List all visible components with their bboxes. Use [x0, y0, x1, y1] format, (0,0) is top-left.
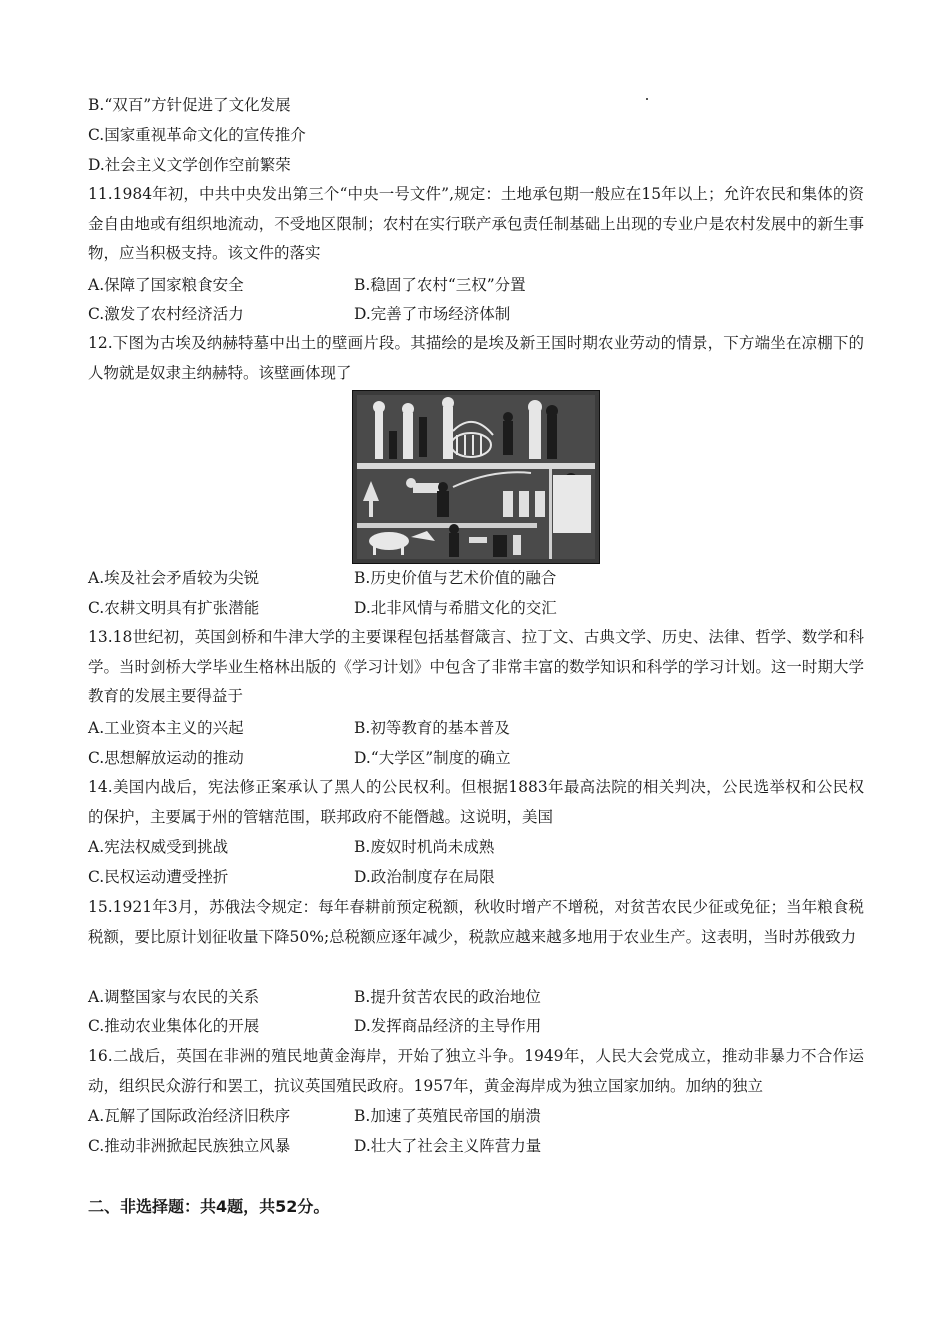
q12-option-b: B.历史价值与艺术价值的融合 — [354, 569, 557, 587]
q15-options-row2 — [88, 1015, 864, 1037]
q13-stem: 13.18世纪初，英国剑桥和牛津大学的主要课程包括基督箴言、拉丁文、古典文学、历史、法律、哲学、数学和科学。当时剑桥大学毕业生格林出版的《学习计划》中包含了非常丰富的数学知识和科学的学习计划。这一时期大学教育的发展主要得益于 — [88, 628, 864, 705]
q14-option-b: B.废奴时机尚未成熟 — [354, 838, 495, 856]
scan-speck — [646, 98, 648, 100]
q11-option-d: D.完善了市场经济体制 — [354, 305, 511, 323]
q11-option-b: B.稳固了农村“三权”分置 — [354, 276, 526, 294]
q14-options-row2 — [88, 866, 864, 888]
q15-option-a: A.调整国家与农民的关系 — [88, 988, 260, 1006]
q16-option-a: A.瓦解了国际政治经济旧秩序 — [88, 1107, 291, 1125]
q13-option-a: A.工业资本主义的兴起 — [88, 719, 244, 737]
q11-options-row1 — [88, 274, 864, 296]
q12-stem: 12.下图为古埃及纳赫特墓中出土的壁画片段。其描绘的是埃及新王国时期农业劳动的情景，下方端坐在凉棚下的人物就是奴隶主纳赫特。该壁画体现了 — [88, 334, 864, 382]
q10-option-c: C.国家重视革命文化的宣传推介 — [88, 126, 306, 144]
q14-option-c: C.民权运动遭受挫折 — [88, 868, 229, 886]
egyptian-mural-image — [352, 390, 600, 564]
section-2-heading: 二、非选择题：共4题，共52分。 — [88, 1197, 330, 1216]
q15-option-c: C.推动农业集体化的开展 — [88, 1017, 260, 1035]
q15-options-row1 — [88, 986, 864, 1008]
q12-options-row2 — [88, 597, 864, 619]
q11-option-c: C.激发了农村经济活力 — [88, 305, 244, 323]
q11-option-a: A.保障了国家粮食安全 — [88, 276, 244, 294]
q12-option-a: A.埃及社会矛盾较为尖锐 — [88, 569, 260, 587]
q13-option-c: C.思想解放运动的推动 — [88, 749, 244, 767]
q14-option-d: D.政治制度存在局限 — [354, 868, 495, 886]
q16-option-c: C.推动非洲掀起民族独立风暴 — [88, 1137, 291, 1155]
q12-option-d: D.北非风情与希腊文化的交汇 — [354, 599, 557, 617]
q16-stem: 16.二战后，英国在非洲的殖民地黄金海岸，开始了独立斗争。1949年，人民大会党成立，推动非暴力不合作运动，组织民众游行和罢工，抗议英国殖民政府。1957年，黄金海岸成为独立国家加纳。加纳的独立 — [88, 1047, 864, 1095]
q15-stem: 15.1921年3月，苏俄法令规定：每年春耕前预定税额，秋收时增产不增税，对贫苦农民少征或免征；当年粮食税税额，要比原计划征收量下降50%;总税额应逐年减少，税款应越来越多地用于农业生产。这表明，当时苏俄致力 — [88, 898, 864, 946]
q15-option-b: B.提升贫苦农民的政治地位 — [354, 988, 541, 1006]
q16-options-row2 — [88, 1135, 864, 1157]
q16-option-b: B.加速了英殖民帝国的崩溃 — [354, 1107, 541, 1125]
q12-option-c: C.农耕文明具有扩张潜能 — [88, 599, 260, 617]
q11-stem: 11.1984年初，中共中央发出第三个“中央一号文件”,规定：土地承包期一般应在15年以上；允许农民和集体的资金自由地或有组织地流动，不受地区限制；农村在实行联产承包责任制基础上出现的专业户是农村发展中的新生事物，应当积极支持。该文件的落实 — [88, 185, 864, 262]
q14-options-row1 — [88, 836, 864, 858]
q12-options-row1 — [88, 567, 864, 589]
q14-option-a: A.宪法权威受到挑战 — [88, 838, 229, 856]
q13-options-row1 — [88, 717, 864, 739]
q15-option-d: D.发挥商品经济的主导作用 — [354, 1017, 542, 1035]
q16-option-d: D.壮大了社会主义阵营力量 — [354, 1137, 542, 1155]
q10-option-b: B.“双百”方针促进了文化发展 — [88, 96, 291, 114]
q13-option-d: D.“大学区”制度的确立 — [354, 749, 511, 767]
q13-options-row2 — [88, 747, 864, 769]
q10-option-d: D.社会主义文学创作空前繁荣 — [88, 156, 291, 174]
q14-stem: 14.美国内战后，宪法修正案承认了黑人的公民权利。但根据1883年最高法院的相关判决，公民选举权和公民权的保护，主要属于州的管辖范围，联邦政府不能僭越。这说明，美国 — [88, 778, 864, 826]
q11-options-row2 — [88, 303, 864, 325]
q13-option-b: B.初等教育的基本普及 — [354, 719, 510, 737]
q16-options-row1 — [88, 1105, 864, 1127]
